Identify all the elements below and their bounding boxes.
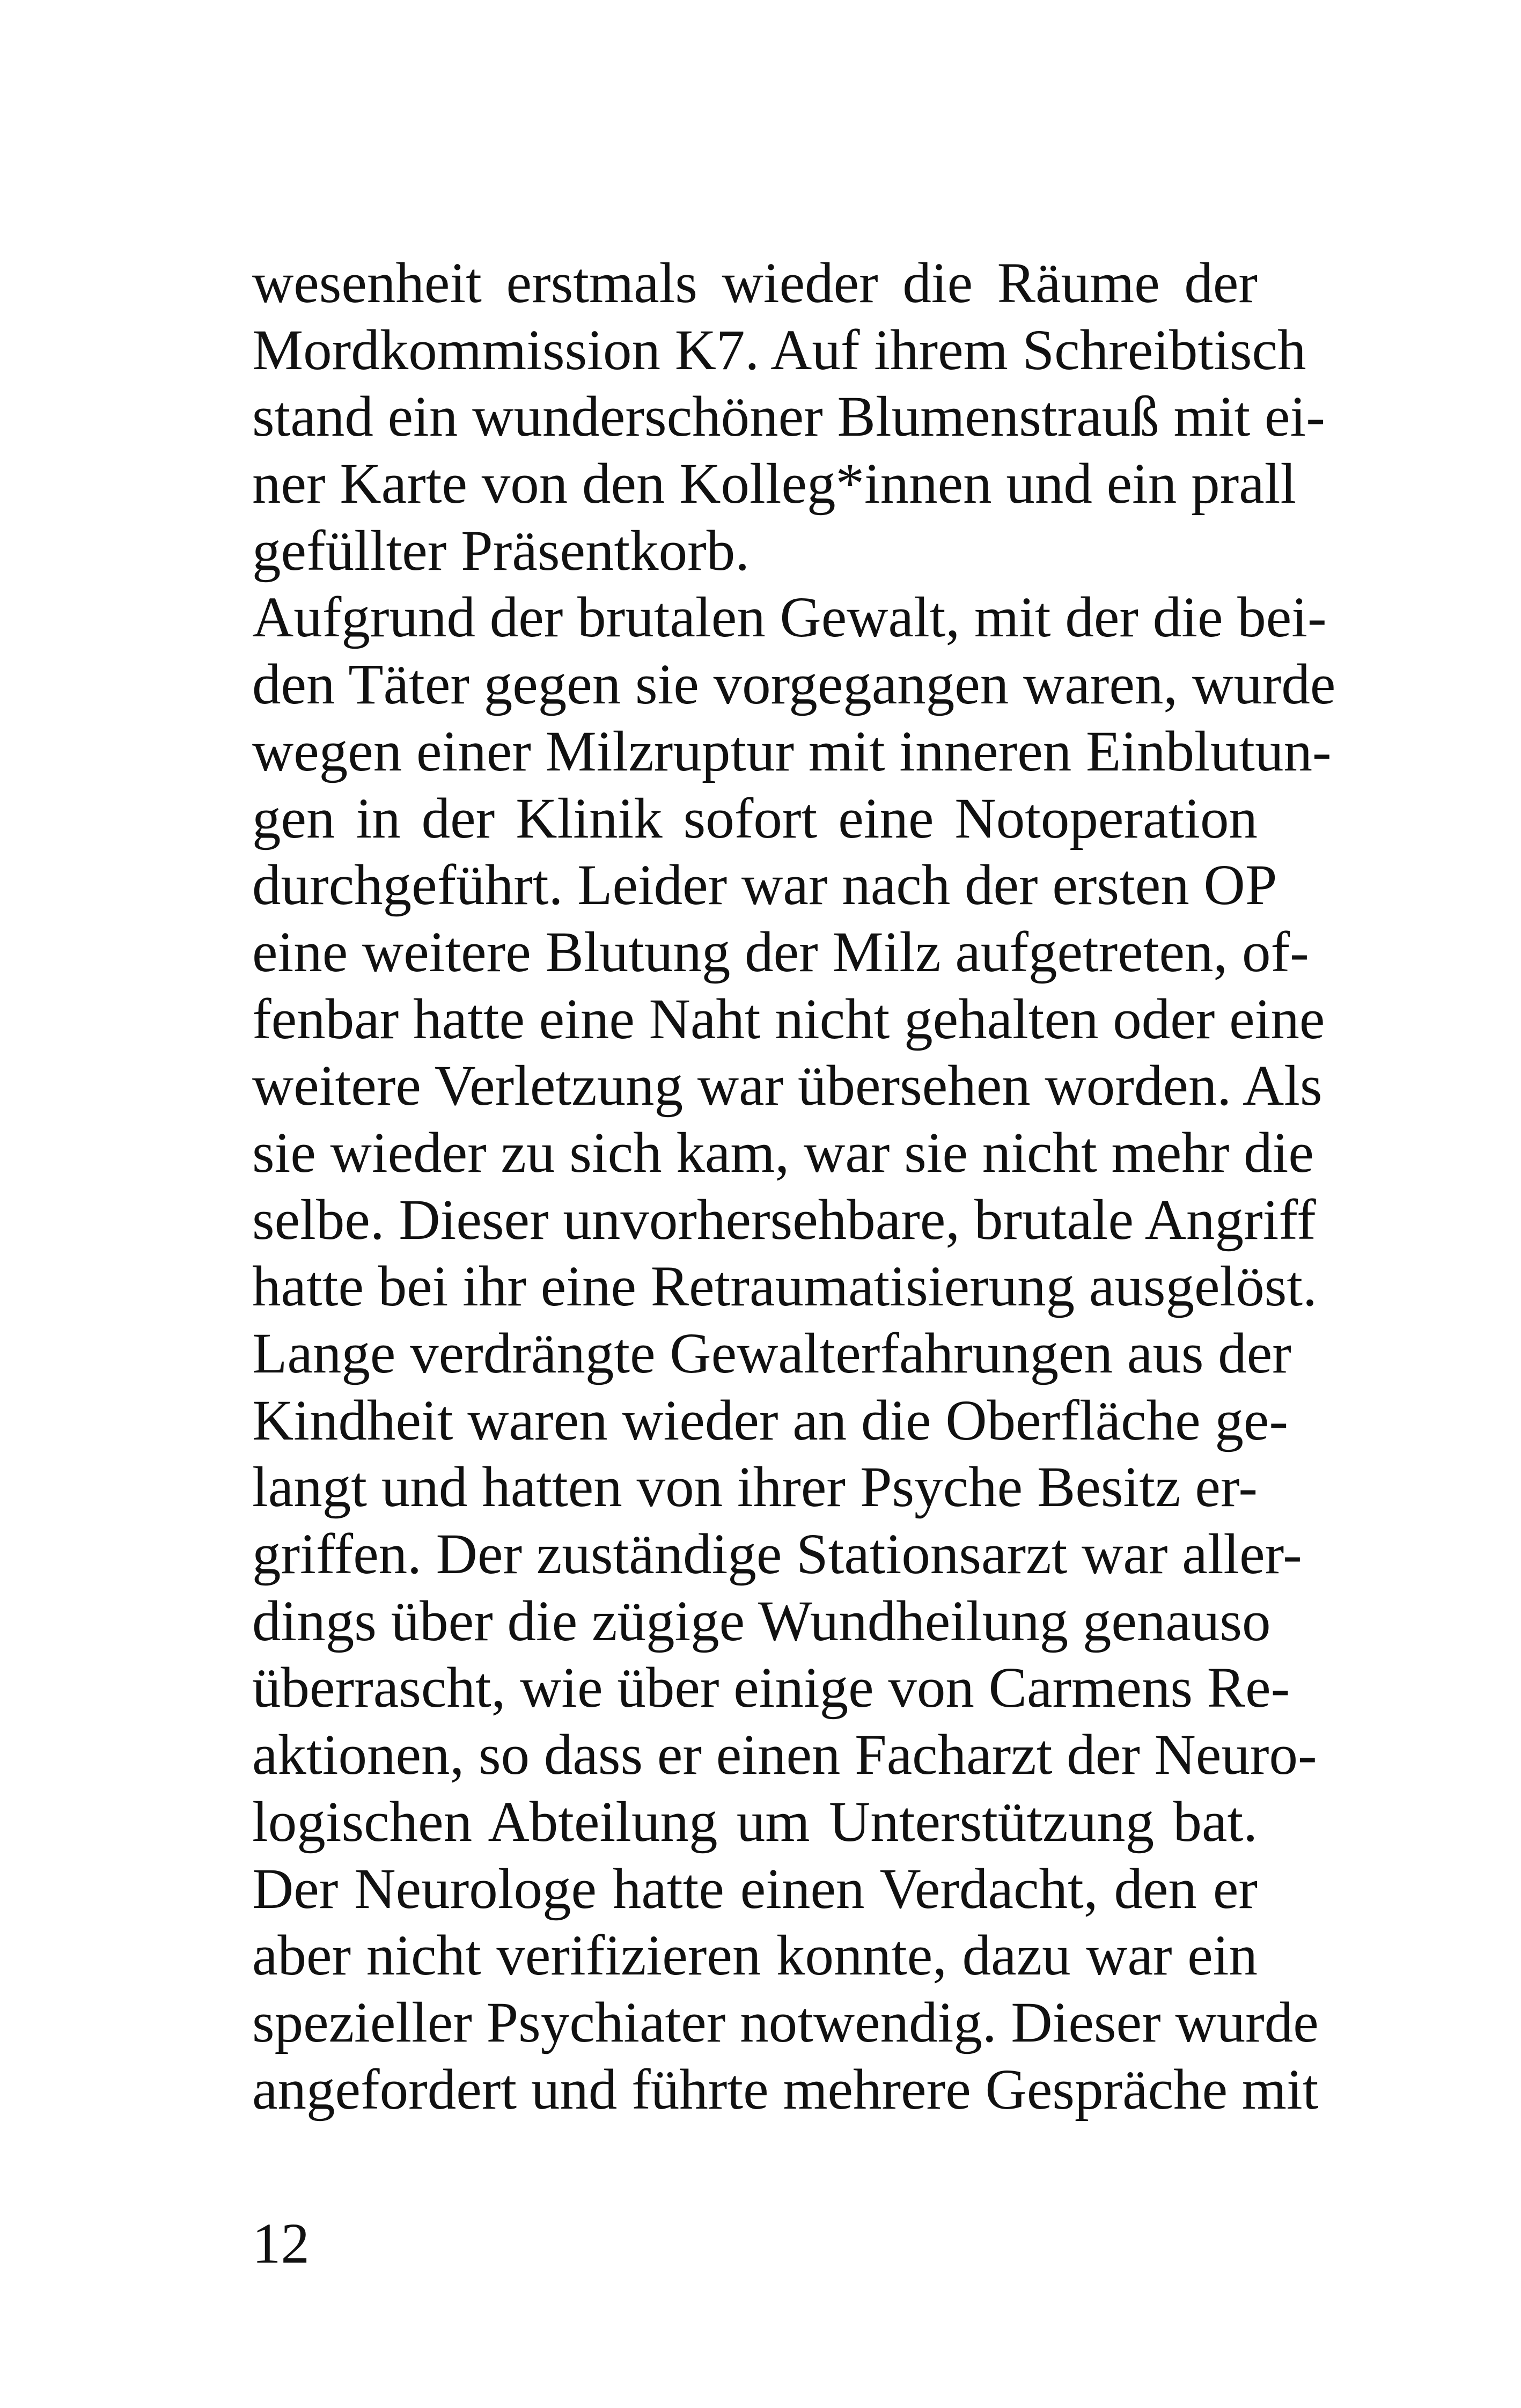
text-line: dings über die zügige Wundheilung genauso bbox=[252, 1589, 1271, 1653]
text-line: durchgeführt. Leider war nach der ersten OP bbox=[252, 854, 1277, 917]
text-line: weitere Verletzung war übersehen worden. Als bbox=[252, 1054, 1322, 1118]
text-line: spezieller Psychiater notwendig. Dieser wurde bbox=[252, 1991, 1319, 2054]
text-line: wesenheit erstmals wieder die Räume der bbox=[252, 252, 1258, 315]
text-line: Mordkommission K7. Auf ihrem Schreibtisch bbox=[252, 318, 1306, 382]
text-line: gen in der Klinik sofort eine Notoperation bbox=[252, 787, 1258, 850]
text-line: Der Neurologe hatte einen Verdacht, den er bbox=[252, 1857, 1258, 1921]
text-line: überrascht, wie über einige von Carmens Re- bbox=[252, 1656, 1290, 1720]
text-line: wegen einer Milzruptur mit inneren Einblutun- bbox=[252, 720, 1332, 783]
text-line: sie wieder zu sich kam, war sie nicht mehr die bbox=[252, 1121, 1314, 1185]
text-line: langt und hatten von ihrer Psyche Besitz er- bbox=[252, 1456, 1258, 1519]
text-line: hatte bei ihr eine Retraumatisierung ausgelöst. bbox=[252, 1255, 1317, 1319]
body-text bbox=[252, 250, 1336, 2123]
text-line: angefordert und führte mehrere Gespräche mit bbox=[252, 2058, 1319, 2121]
text-line: Aufgrund der brutalen Gewalt, mit der die bei- bbox=[252, 586, 1327, 650]
text-line: stand ein wunderschöner Blumenstrauß mit ei- bbox=[252, 385, 1325, 449]
text-line: griffen. Der zuständige Stationsarzt war aller- bbox=[252, 1523, 1302, 1587]
text-line: aktionen, so dass er einen Facharzt der Neuro- bbox=[252, 1723, 1317, 1787]
text-line: Kindheit waren wieder an die Oberfläche ge- bbox=[252, 1389, 1289, 1452]
text-line: aber nicht verifizieren konnte, dazu war ein bbox=[252, 1924, 1258, 1988]
text-line: selbe. Dieser unvorhersehbare, brutale Angriff bbox=[252, 1188, 1316, 1252]
text-line: eine weitere Blutung der Milz aufgetreten, of- bbox=[252, 920, 1309, 984]
text-line: fenbar hatte eine Naht nicht gehalten oder eine bbox=[252, 987, 1325, 1051]
text-line: logischen Abteilung um Unterstützung bat. bbox=[252, 1790, 1258, 1854]
page-number: 12 bbox=[252, 2212, 310, 2275]
text-line: den Täter gegen sie vorgegangen waren, wurde bbox=[252, 653, 1336, 717]
text-line: ner Karte von den Kolleg*innen und ein prall bbox=[252, 452, 1297, 516]
text-line: gefüllter Präsentkorb. bbox=[252, 519, 750, 583]
text-line: Lange verdrängte Gewalterfahrungen aus der bbox=[252, 1322, 1291, 1385]
